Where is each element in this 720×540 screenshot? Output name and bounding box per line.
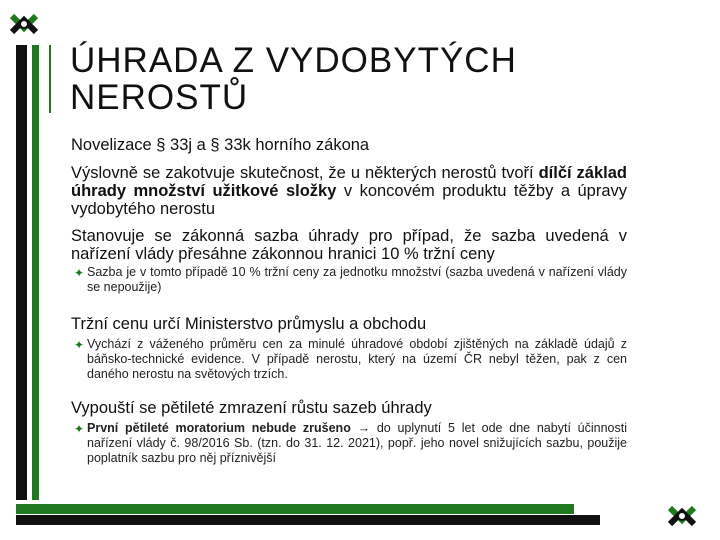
mining-logo-icon xyxy=(6,6,42,42)
decorative-bar-green-horizontal xyxy=(16,504,574,514)
slide-content xyxy=(71,136,627,466)
decorative-bar-green-vertical xyxy=(32,45,39,500)
decorative-bar-dark-horizontal xyxy=(16,515,600,525)
sub-bullet-icon: ✦ xyxy=(74,422,85,436)
title-accent-line xyxy=(49,45,51,113)
bullet-item-zmrazeni: Vypouští se pětileté zmrazení růstu sazeb úhrady xyxy=(71,399,432,417)
sub-bullet-icon: ✦ xyxy=(74,338,85,352)
mining-logo-icon xyxy=(664,498,700,534)
bullet-item-novelizace: Novelizace § 33j a § 33k horního zákona xyxy=(71,136,370,154)
bullet-item-sazba: Stanovuje se zákonná sazba úhrady pro případ, že sazba uvedená v nařízení vlády přesáhne zákonnou hranici 10 % tržní ceny xyxy=(71,227,627,263)
emphasis-text: První pětileté moratorium nebude zrušeno xyxy=(87,421,351,435)
sub-bullet-trzni-cena: ✦ Vychází z váženého průměru cen za minulé úhradové období zjištěných na základě údajů z báňsko-technické evidence. V případě nerostu, který na území ČR nebyl těžen, pak z cen daného nerostu na světových trzích. xyxy=(74,337,627,381)
slide-title-line-2: NEROSTŮ xyxy=(70,78,249,117)
bullet-item-trzni-cena: Tržní cenu určí Ministerstvo průmyslu a obchodu xyxy=(71,315,427,333)
emphasis-text: dílčí základ úhrady množství užitkové složky xyxy=(71,164,628,200)
sub-bullet-icon: ✦ xyxy=(74,266,85,280)
decorative-bar-dark-vertical xyxy=(16,45,27,500)
bullet-item-zaklad: Výslovně se zakotvuje skutečnost, že u některých nerostů tvoří dílčí základ úhrady množství užitkové složky v koncovém produktu těžby a úpravy vydobytého nerostu xyxy=(71,164,628,218)
slide-title xyxy=(70,42,670,116)
sub-bullet-moratorium: ✦ První pětileté moratorium nebude zrušeno → do uplynutí 5 let ode dne nabytí účinnosti nařízení vlády č. 98/2016 Sb. (tzn. do 31. 12. 2021), popř. jeho novel snižujících sazbu, použije poplatník sazbu pro něj příznivější xyxy=(74,421,627,465)
slide-title-line-1: ÚHRADA Z VYDOBYTÝCH xyxy=(70,41,517,80)
sub-bullet-sazba: ✦ Sazba je v tomto případě 10 % tržní ceny za jednotku množství (sazba uvedená v nařízení vlády se nepoužije) xyxy=(74,265,627,294)
